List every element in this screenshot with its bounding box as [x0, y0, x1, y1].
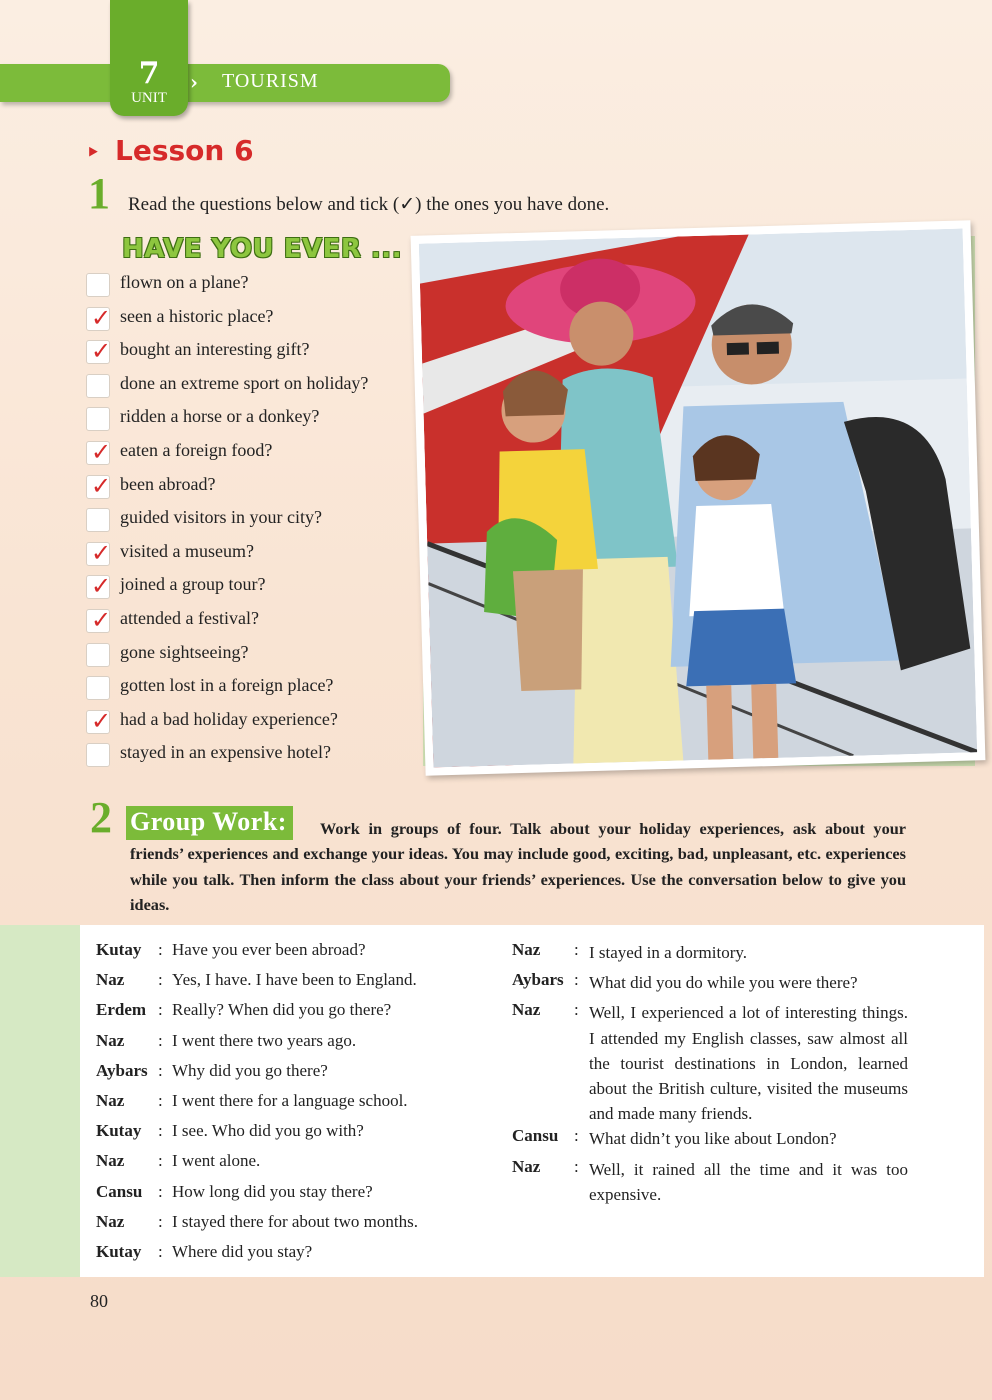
question-item	[86, 539, 416, 573]
dialogue-line	[96, 970, 496, 1000]
checkbox[interactable]	[86, 605, 112, 634]
question-item	[86, 304, 416, 338]
group-work-label: Group Work:	[126, 806, 293, 840]
have-you-ever-heading: HAVE YOU EVER ...	[122, 234, 403, 264]
unit-tab	[110, 0, 188, 116]
question-text: been abroad?	[120, 473, 216, 494]
question-text: ridden a horse or a donkey?	[120, 406, 320, 427]
speaker-colon: :	[574, 940, 579, 959]
dialogue-line	[512, 1000, 908, 1126]
speaker-colon: :	[158, 1090, 163, 1110]
speaker-colon: :	[574, 1156, 579, 1176]
question-item	[86, 337, 416, 371]
checkbox[interactable]	[86, 572, 112, 601]
dialogue-line	[96, 1121, 496, 1151]
dialogue-line	[512, 940, 908, 970]
dialogue-left-column	[96, 940, 496, 1272]
checkbox[interactable]	[86, 337, 112, 366]
checkmark-icon: ✓	[91, 538, 112, 567]
speaker-name: Naz	[512, 940, 541, 959]
speaker-name: Kutay	[96, 1241, 142, 1261]
dialogue-line	[96, 1151, 496, 1181]
speaker-colon: :	[574, 1000, 579, 1020]
dialogue-line	[96, 940, 496, 970]
checkmark-icon: ✓	[91, 337, 112, 366]
speaker-colon: :	[158, 970, 163, 990]
question-item	[86, 740, 416, 774]
question-item	[86, 472, 416, 506]
dialogue-line	[96, 1182, 496, 1212]
speaker-colon: :	[158, 1060, 163, 1080]
speaker-name: Cansu	[512, 1126, 559, 1146]
speaker-colon: :	[574, 1126, 579, 1146]
dialogue-side-strip	[0, 925, 80, 1277]
checkbox[interactable]	[86, 743, 110, 767]
exercise-2-number: 2	[90, 793, 112, 842]
question-text: flown on a plane?	[120, 272, 249, 292]
exercise-1-number: 1	[88, 169, 110, 218]
utterance: What didn’t you like about London?	[589, 1129, 837, 1149]
checkbox[interactable]	[86, 643, 110, 667]
question-text: seen a historic place?	[120, 305, 274, 326]
speaker-colon: :	[158, 1000, 163, 1020]
utterance: I stayed there for about two months.	[172, 1211, 418, 1231]
question-item	[86, 640, 416, 674]
question-text: gotten lost in a foreign place?	[120, 675, 334, 696]
question-text: attended a festival?	[120, 607, 259, 628]
question-text: joined a group tour?	[120, 574, 266, 595]
checkbox[interactable]	[86, 437, 112, 466]
utterance: I stayed in a dormitory.	[589, 943, 747, 962]
speaker-colon: :	[158, 1121, 163, 1141]
speaker-colon: :	[158, 1211, 163, 1231]
checkmark-icon: ✓	[91, 437, 112, 466]
question-item	[86, 505, 416, 539]
group-work-instruction: Work in groups of four. Talk about your holiday experiences, ask about your friends’ experiences and exchange your ideas. You may include good, exciting, bad, unpleasant, etc. experiences while you talk. Then inform the class about your friends’ experiences. Use the conversation below to give you ideas.	[130, 819, 906, 914]
utterance: Why did you go there?	[172, 1060, 328, 1080]
speaker-name: Erdem	[96, 1000, 147, 1020]
speaker-colon: :	[158, 1151, 163, 1171]
family-photo	[411, 220, 986, 775]
utterance: What did you do while you were there?	[589, 973, 858, 993]
speaker-name: Naz	[96, 1211, 125, 1231]
speaker-colon: :	[158, 1181, 163, 1201]
utterance: Really? When did you go there?	[172, 1000, 392, 1020]
speaker-name: Kutay	[96, 940, 142, 959]
question-text: bought an interesting gift?	[120, 339, 310, 360]
chevron-dots-icon: ‣	[86, 140, 101, 166]
checkmark-icon: ✓	[91, 471, 112, 500]
unit-title: TOURISM	[222, 70, 319, 92]
question-text: had a bad holiday experience?	[120, 708, 338, 729]
question-text: gone sightseeing?	[120, 641, 249, 662]
question-item	[86, 572, 416, 606]
question-text: stayed in an expensive hotel?	[120, 742, 331, 763]
checkmark-icon: ✓	[91, 605, 112, 634]
utterance: I went alone.	[172, 1151, 261, 1171]
chevron-right-icon: ›	[190, 70, 198, 94]
question-text: done an extreme sport on holiday?	[120, 372, 369, 393]
question-item	[86, 438, 416, 472]
speaker-colon: :	[158, 1241, 163, 1261]
speaker-colon: :	[574, 970, 579, 990]
checkbox[interactable]	[86, 471, 112, 500]
dialogue-line	[96, 1000, 496, 1030]
question-item	[86, 270, 416, 304]
speaker-name: Aybars	[512, 970, 564, 990]
dialogue-line	[512, 1157, 908, 1207]
page-number: 80	[90, 1291, 108, 1311]
checkbox[interactable]	[86, 303, 112, 332]
checkbox[interactable]	[86, 273, 110, 297]
speaker-name: Naz	[96, 1151, 125, 1171]
exercise-1-instruction: Read the questions below and tick (✓) the ones you have done.	[128, 194, 610, 215]
utterance: Yes, I have. I have been to England.	[172, 970, 417, 990]
dialogue-line	[512, 1126, 908, 1156]
utterance: I went there two years ago.	[172, 1030, 357, 1050]
speaker-name: Naz	[96, 970, 125, 990]
utterance: Well, it rained all the time and it was too expensive.	[589, 1159, 908, 1204]
dialogue-line	[96, 1091, 496, 1121]
unit-number: 7	[138, 56, 160, 91]
question-list	[86, 270, 416, 774]
checkbox[interactable]	[86, 538, 112, 567]
speaker-name: Naz	[512, 1000, 541, 1020]
utterance: I went there for a language school.	[172, 1090, 408, 1110]
checkbox[interactable]	[86, 676, 110, 700]
dialogue-line	[96, 1212, 496, 1242]
speaker-name: Naz	[96, 1090, 125, 1110]
question-text: guided visitors in your city?	[120, 507, 322, 528]
utterance: Well, I experienced a lot of interesting things. I attended my English classes, saw almost all the tourist destinations in London, learned about the British culture, visited the museums and made many friends.	[589, 1003, 908, 1124]
question-text: visited a museum?	[120, 540, 254, 561]
question-item	[86, 673, 416, 707]
dialogue-line	[96, 1242, 496, 1272]
dialogue-line	[512, 970, 908, 1000]
speaker-name: Aybars	[96, 1060, 148, 1080]
checkmark-icon: ✓	[91, 706, 112, 735]
question-item	[86, 707, 416, 741]
lesson-title: Lesson 6	[115, 134, 254, 167]
speaker-name: Cansu	[96, 1181, 143, 1201]
checkbox[interactable]	[86, 508, 110, 532]
checkbox[interactable]	[86, 706, 112, 735]
photo-illustration	[419, 229, 977, 768]
question-item	[86, 404, 416, 438]
utterance: Have you ever been abroad?	[172, 940, 366, 959]
question-text: eaten a foreign food?	[120, 439, 273, 460]
checkbox[interactable]	[86, 374, 110, 398]
dialogue-line	[96, 1061, 496, 1091]
speaker-name: Naz	[96, 1030, 125, 1050]
question-item	[86, 606, 416, 640]
checkbox[interactable]	[86, 407, 110, 431]
speaker-name: Naz	[512, 1156, 541, 1176]
speaker-name: Kutay	[96, 1121, 142, 1141]
speaker-colon: :	[158, 1030, 163, 1050]
checkmark-icon: ✓	[91, 303, 112, 332]
utterance: Where did you stay?	[172, 1241, 313, 1261]
speaker-colon: :	[158, 940, 163, 959]
question-item	[86, 371, 416, 405]
checkmark-icon: ✓	[91, 572, 112, 601]
utterance: I see. Who did you go with?	[172, 1121, 364, 1141]
utterance: How long did you stay there?	[172, 1181, 373, 1201]
dialogue-line	[96, 1031, 496, 1061]
dialogue-right-column	[512, 940, 908, 1207]
unit-word: UNIT	[131, 90, 167, 106]
